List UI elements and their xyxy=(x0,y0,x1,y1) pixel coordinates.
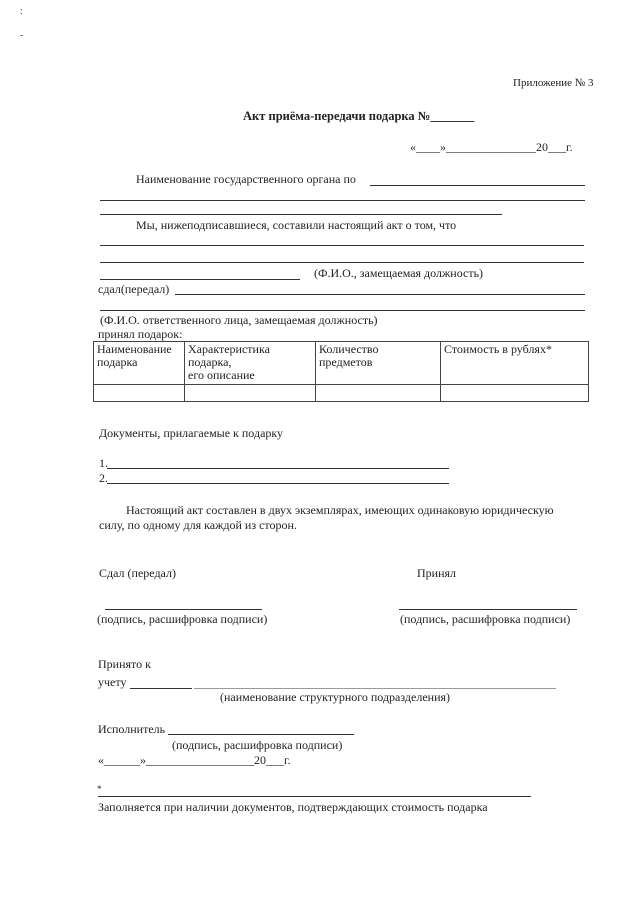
fio-position-caption: (Ф.И.О., замещаемая должность) xyxy=(314,266,484,280)
doc-item-1: 1. xyxy=(99,456,108,470)
docs-label: Документы, прилагаемые к подарку xyxy=(99,426,284,440)
handed-line xyxy=(175,294,585,295)
table-row xyxy=(94,385,589,402)
we-signed-text: Мы, нижеподписавшиеся, составили настоящий акт о том, что xyxy=(136,218,457,232)
fill-line xyxy=(100,279,300,280)
date-line-2: «______»__________________20___г. xyxy=(98,753,291,767)
doc-line-2 xyxy=(107,483,449,484)
handed-label: сдал(передал) xyxy=(98,282,170,296)
table-header-row xyxy=(94,342,589,385)
table-cell xyxy=(94,385,185,402)
scan-mark: - xyxy=(20,30,24,41)
signature-line-right xyxy=(399,609,577,610)
table-cell xyxy=(185,385,316,402)
footnote-separator xyxy=(98,796,531,797)
header-cell-quantity: Количество предметов xyxy=(316,342,441,385)
table-cell xyxy=(441,385,589,402)
structural-unit-caption: (наименование структурного подразделения) xyxy=(220,690,451,704)
fill-line xyxy=(100,262,584,263)
header-cell-name: Наименование подарка xyxy=(94,342,185,385)
fill-line xyxy=(100,310,585,311)
doc-line-1 xyxy=(107,468,449,469)
table-cell xyxy=(316,385,441,402)
received-signature-label: Принял xyxy=(417,566,457,580)
date-line: «____»_______________20___г. xyxy=(410,140,573,154)
header-cell-cost: Стоимость в рублях* xyxy=(441,342,589,385)
accepted-label-1: Принято к xyxy=(98,657,151,671)
executor-label: Исполнитель xyxy=(98,722,166,736)
scan-mark: : xyxy=(20,6,23,17)
fio-responsible-caption: (Ф.И.О. ответственного лица, замещаемая должность) xyxy=(100,313,378,327)
footnote-text: Заполняется при наличии документов, подтверждающих стоимость подарка xyxy=(98,800,488,814)
handed-signature-label: Сдал (передал) xyxy=(99,566,176,580)
executor-caption: (подпись, расшифровка подписи) xyxy=(172,738,343,752)
org-line-2 xyxy=(100,200,585,201)
appendix-label: Приложение № 3 xyxy=(513,77,594,89)
signature-caption-left: (подпись, расшифровка подписи) xyxy=(97,612,268,626)
gift-table xyxy=(93,341,589,402)
received-gift-label: принял подарок: xyxy=(98,327,183,341)
org-line-3 xyxy=(100,214,502,215)
doc-item-2: 2. xyxy=(99,471,108,485)
signature-line-left xyxy=(105,609,262,610)
act-text-line-1: Настоящий акт составлен в двух экземплярах, имеющих одинаковую юридическую xyxy=(126,503,554,517)
org-label: Наименование государственного органа по xyxy=(136,172,356,186)
fill-line xyxy=(100,245,584,246)
document-title: Акт приёма-передачи подарка №_______ xyxy=(243,109,475,123)
accepted-label-2: учету xyxy=(98,675,127,689)
executor-line xyxy=(168,734,354,735)
signature-caption-right: (подпись, расшифровка подписи) xyxy=(400,612,571,626)
accepted-line xyxy=(130,688,192,689)
accepted-line-faint xyxy=(194,688,556,689)
act-text-line-2: силу, по одному для каждой из сторон. xyxy=(99,518,297,532)
org-line xyxy=(370,185,585,186)
footnote-mark: * xyxy=(97,784,102,794)
header-cell-description: Характеристика подарка, его описание xyxy=(185,342,316,385)
